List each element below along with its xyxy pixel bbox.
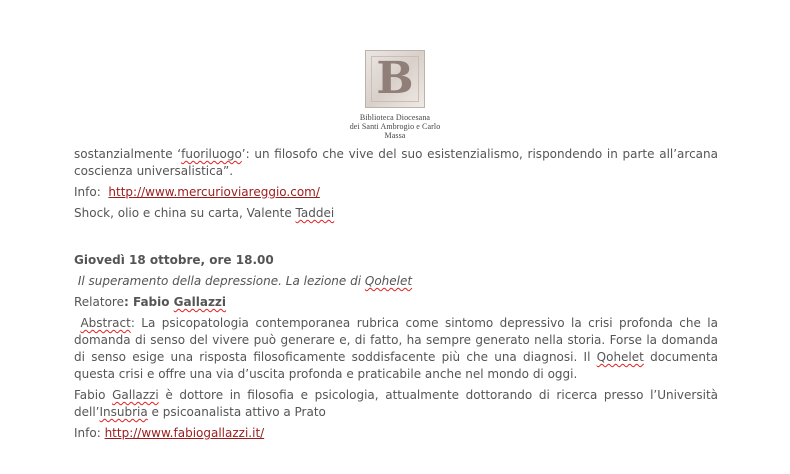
- info-line-mercurio: [74, 184, 718, 201]
- info-label: Info:: [74, 426, 105, 440]
- library-logo: [0, 50, 790, 140]
- image-caption: Shock, olio e china su carta, Valente Taddei: [74, 206, 335, 220]
- document-body: [74, 146, 718, 442]
- spellcheck-word: Gallazzi: [173, 295, 227, 309]
- event-heading: Giovedì 18 ottobre, ore 18.00: [74, 253, 274, 267]
- spellcheck-word: Gallazzi: [112, 388, 159, 402]
- spellcheck-word: Taddei: [295, 206, 335, 220]
- spellcheck-word: Insubria: [99, 405, 148, 419]
- mercurio-link[interactable]: http://www.mercurioviareggio.com/: [108, 185, 320, 199]
- logo-monogram: [365, 50, 425, 108]
- spellcheck-word: Abstract: [80, 316, 131, 330]
- spellcheck-word: fuoriluogo: [181, 147, 242, 161]
- spellcheck-word: Qohelet: [596, 350, 644, 364]
- logo-letter: B: [376, 53, 414, 104]
- spellcheck-word: Qohelet: [364, 274, 413, 288]
- gallazzi-link[interactable]: http://www.fabiogallazzi.it/: [104, 426, 265, 440]
- logo-line-3: Massa: [384, 131, 406, 140]
- abstract-paragraph: Abstract: La psicopatologia contemporanea rubrica come sintomo depressivo la crisi profonda che la domanda di senso del vivere può generare e, di fatto, ha sempre generato nella storia. Forse la domanda di senso esige una risposta filosoficamente soddisfacente più che una diagnosi. Il Qohelet documenta questa crisi e offre una via d’uscita profonda e praticabile anche nel mondo di oggi.: [74, 316, 719, 381]
- info-label: Info:: [74, 185, 109, 199]
- logo-caption: [0, 113, 790, 140]
- speaker-bio: Fabio Gallazzi è dottore in filosofia e psicologia, attualmente dottorando di ricerca presso l’Università dell’Insubria e psicoanalista attivo a Prato: [74, 388, 718, 419]
- logo-line-2: dei Santi Ambrogio e Carlo: [349, 122, 441, 131]
- logo-line-1: Biblioteca Diocesana: [359, 113, 431, 122]
- intro-paragraph: sostanzialmente ‘fuoriluogo’: un filosofo che vive del suo esistenzialismo, rispondendo in parte all’arcana coscienza universalistica”.: [74, 147, 718, 178]
- info-line-gallazzi: [74, 425, 718, 442]
- talk-title: Il superamento della depressione. La lezione di Qohelet: [74, 274, 413, 288]
- speaker-line: Relatore: Fabio Gallazzi: [74, 295, 227, 309]
